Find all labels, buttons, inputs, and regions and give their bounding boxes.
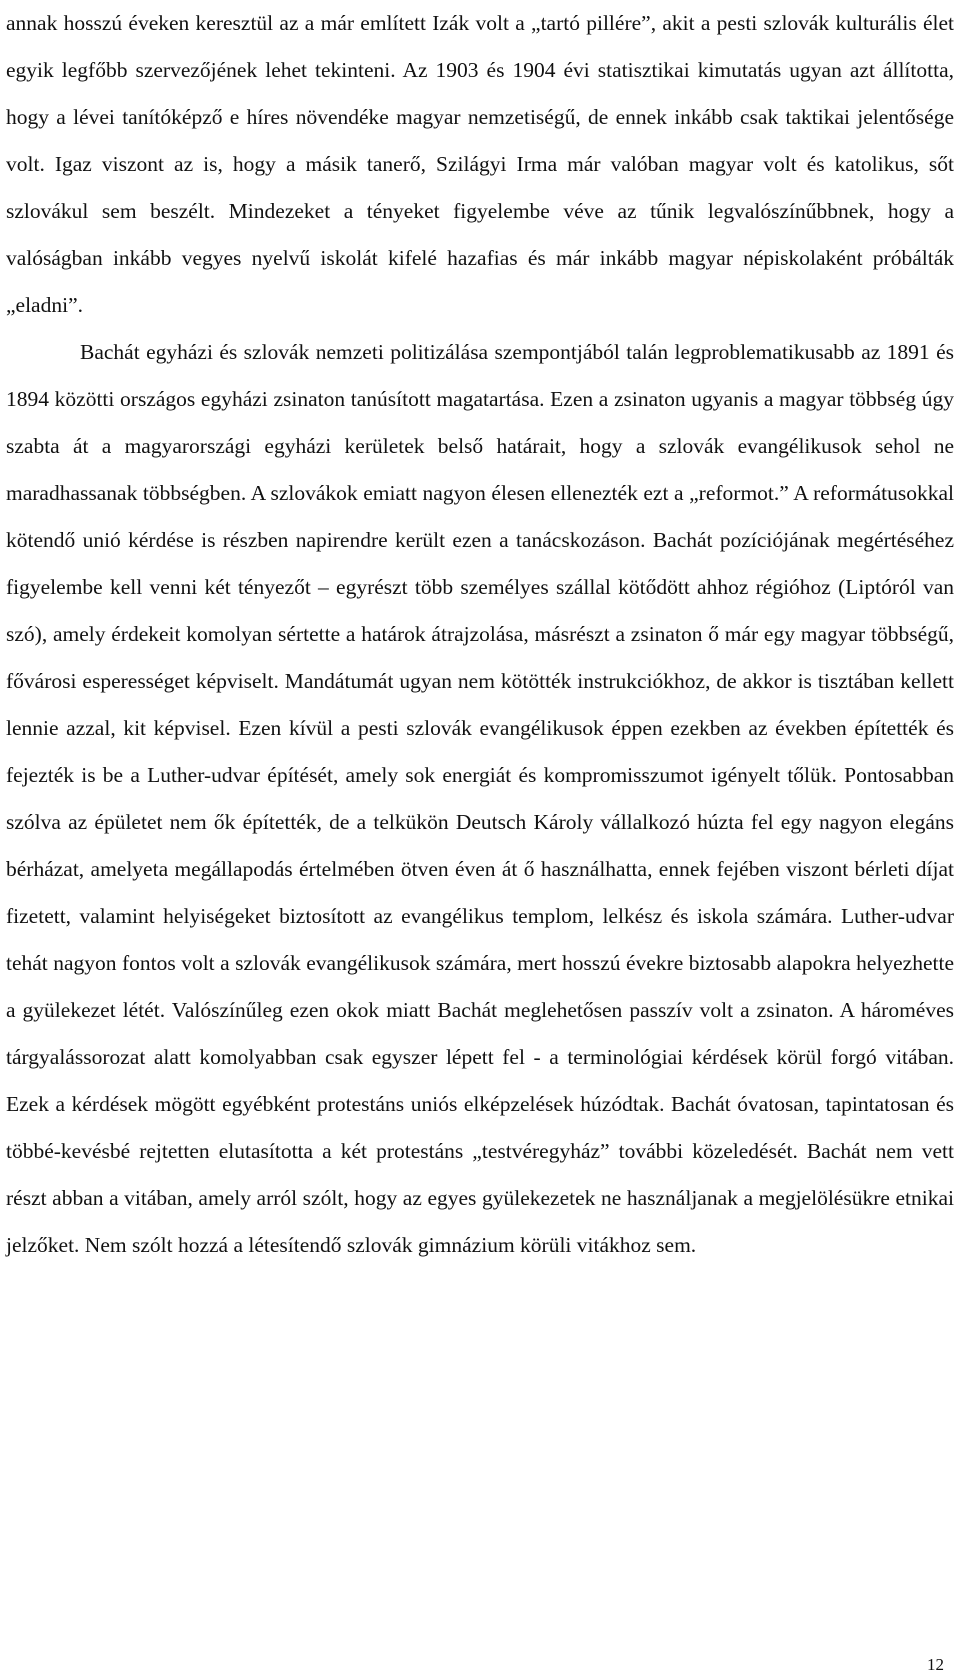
- paragraph-1: annak hosszú éveken keresztül az a már említett Izák volt a „tartó pillére”, akit a pesti szlovák kulturális élet egyik legfőbb szervezőjének lehet tekinteni. Az 1903 és 1904 évi statisztikai kimutatás ugyan azt állította, hogy a lévei tanítóképző e híres növendéke magyar nemzetiségű, de ennek inkább csak taktikai jelentősége volt. Igaz viszont az is, hogy a másik tanerő, Szilágyi Irma már valóban magyar volt és katolikus, sőt szlovákul sem beszélt. Mindezeket a tényeket figyelembe véve az tűnik legvalószínűbbnek, hogy a valóságban inkább vegyes nyelvű iskolát kifelé hazafias és már inkább magyar népiskolaként próbálták „eladni”.: [6, 11, 954, 317]
- page-number: 12: [927, 1655, 944, 1674]
- paragraph-2: Bachát egyházi és szlovák nemzeti politizálása szempontjából talán legproblematikusabb az 1891 és 1894 közötti országos egyházi zsinaton tanúsított magatartása. Ezen a zsinaton ugyanis a magyar többség úgy szabta át a magyarországi egyházi kerületek belső határait, hogy a szlovák evangélikusok sehol ne maradhassanak többségben. A szlovákok emiatt nagyon élesen ellenezték ezt a „reformot.” A reformátusokkal kötendő unió kérdése is részben napirendre került ezen a tanácskozáson. Bachát pozíciójának megértéséhez figyelembe kell venni két tényezőt – egyrészt több személyes szállal kötődött ahhoz régióhoz (Liptóról van szó), amely érdekeit komolyan sértette a határok átrajzolása, másrészt a zsinaton ő már egy magyar többségű, fővárosi esperességet képviselt. Mandátumát ugyan nem kötötték instrukciókhoz, de akkor is tisztában kellett lennie azzal, kit képvisel. Ezen kívül a pesti szlovák evangélikusok éppen ezekben az években építették és fejezték is be a Luther-udvar építését, amely sok energiát és kompromisszumot igényelt tőlük. Pontosabban szólva az épületet nem ők építették, de a telkükön Deutsch Károly vállalkozó húzta fel egy nagyon elegáns bérházat, amelyeta megállapodás értelmében ötven éven át ő használhatta, ennek fejében viszont bérleti díjat fizetett, valamint helyiségeket biztosított az evangélikus templom, lelkész és iskola számára. Luther-udvar tehát nagyon fontos volt a szlovák evangélikusok számára, mert hosszú évekre biztosabb alapokra helyezhette a gyülekezet létét. Valószínűleg ezen okok miatt Bachát meglehetősen passzív volt a zsinaton. A hároméves tárgyalássorozat alatt komolyabban csak egyszer lépett fel - a terminológiai kérdések körül forgó vitában. Ezek a kérdések mögött egyébként protestáns uniós elképzelések húzódtak. Bachát óvatosan, tapintatosan és többé-kevésbé rejtetten elutasította a két protestáns „testvéregyház” további közeledését. Bachát nem vett részt abban a vitában, amely arról szólt, hogy az egyes gyülekezetek ne használjanak a megjelölésükre etnikai jelzőket. Nem szólt hozzá a létesítendő szlovák gimnázium körüli vitákhoz sem.: [6, 340, 954, 1257]
- body-text: [6, 0, 954, 1269]
